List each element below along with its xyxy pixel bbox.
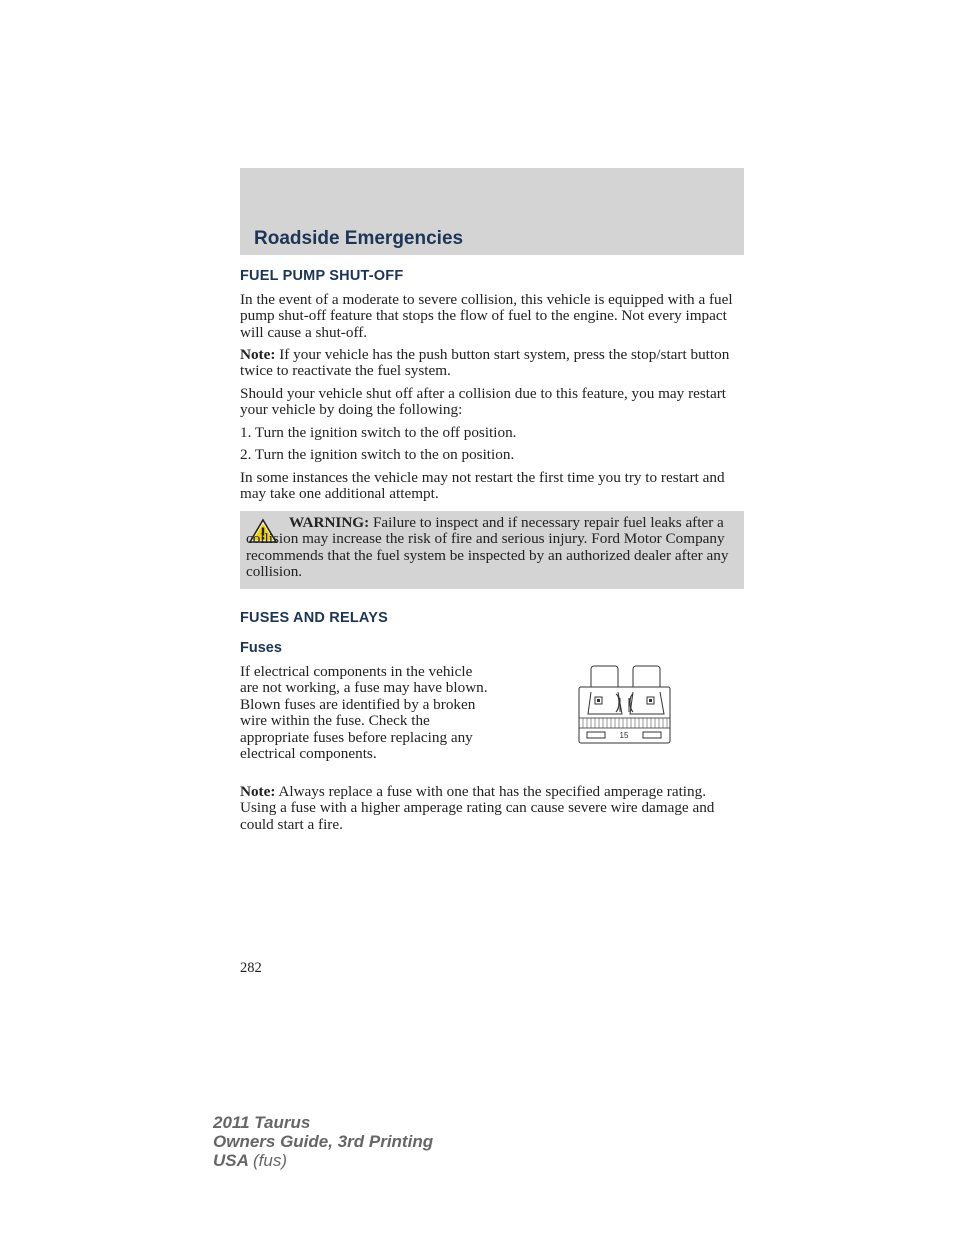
fuel-pump-paragraph-4: In some instances the vehicle may not restart the first time you try to restart and may take one additional attempt. bbox=[240, 469, 725, 503]
warning-box bbox=[240, 511, 744, 589]
section-title: Roadside Emergencies bbox=[254, 228, 464, 249]
fuel-pump-paragraph-3: Should your vehicle shut off after a collision due to this feature, you may restart your vehicle by doing the following: bbox=[240, 385, 727, 419]
fuse-rating-label: 15 bbox=[619, 731, 629, 740]
step-1: 1. Turn the ignition switch to the off position. bbox=[240, 424, 517, 441]
warning-body: Failure to inspect and if necessary repair fuel leaks after a collision may increase the risk of fire and serious injury. Ford Motor Company recommends that the fuel system be inspected by an authorized dealer after any collision. bbox=[246, 514, 729, 581]
section-header-band bbox=[240, 168, 744, 255]
fuses-note bbox=[240, 784, 745, 833]
fuel-pump-heading: FUEL PUMP SHUT-OFF bbox=[240, 268, 404, 284]
note-text: If your vehicle has the push button start system, press the stop/start button twice to reactivate the fuel system. bbox=[240, 346, 730, 380]
footer-region bbox=[213, 1151, 433, 1170]
fuse-illustration bbox=[576, 664, 672, 746]
page-number: 282 bbox=[240, 960, 262, 976]
note-label: Note: bbox=[240, 346, 276, 363]
document-footer bbox=[213, 1113, 433, 1170]
footer-region-code: (fus) bbox=[253, 1151, 287, 1170]
warning-text bbox=[246, 515, 738, 581]
fuses-paragraph-1: If electrical components in the vehicle are not working, a fuse may have blown. Blown fuses are identified by a broken wire within the fuse. Check the appropriate fuses before replacing any electrical components. bbox=[240, 663, 488, 763]
fuses-note-label: Note: bbox=[240, 783, 276, 800]
footer-model: 2011 Taurus bbox=[213, 1113, 311, 1132]
footer-edition: Owners Guide, 3rd Printing bbox=[213, 1132, 434, 1151]
step-2: 2. Turn the ignition switch to the on position. bbox=[240, 446, 515, 463]
fuses-subheading: Fuses bbox=[240, 640, 282, 656]
footer-region-main: USA bbox=[213, 1151, 249, 1170]
fuel-pump-paragraph-1: In the event of a moderate to severe collision, this vehicle is equipped with a fuel pump shut-off feature that stops the flow of fuel to the engine. Not every impact will cause a shut-off. bbox=[240, 291, 733, 341]
warning-label: WARNING: bbox=[289, 514, 370, 531]
fuses-relays-heading: FUSES AND RELAYS bbox=[240, 610, 388, 626]
fuses-note-text: Always replace a fuse with one that has the specified amperage rating. Using a fuse with a higher amperage rating can cause severe wire damage and could start a fire. bbox=[240, 783, 715, 833]
fuel-pump-note bbox=[240, 347, 745, 380]
